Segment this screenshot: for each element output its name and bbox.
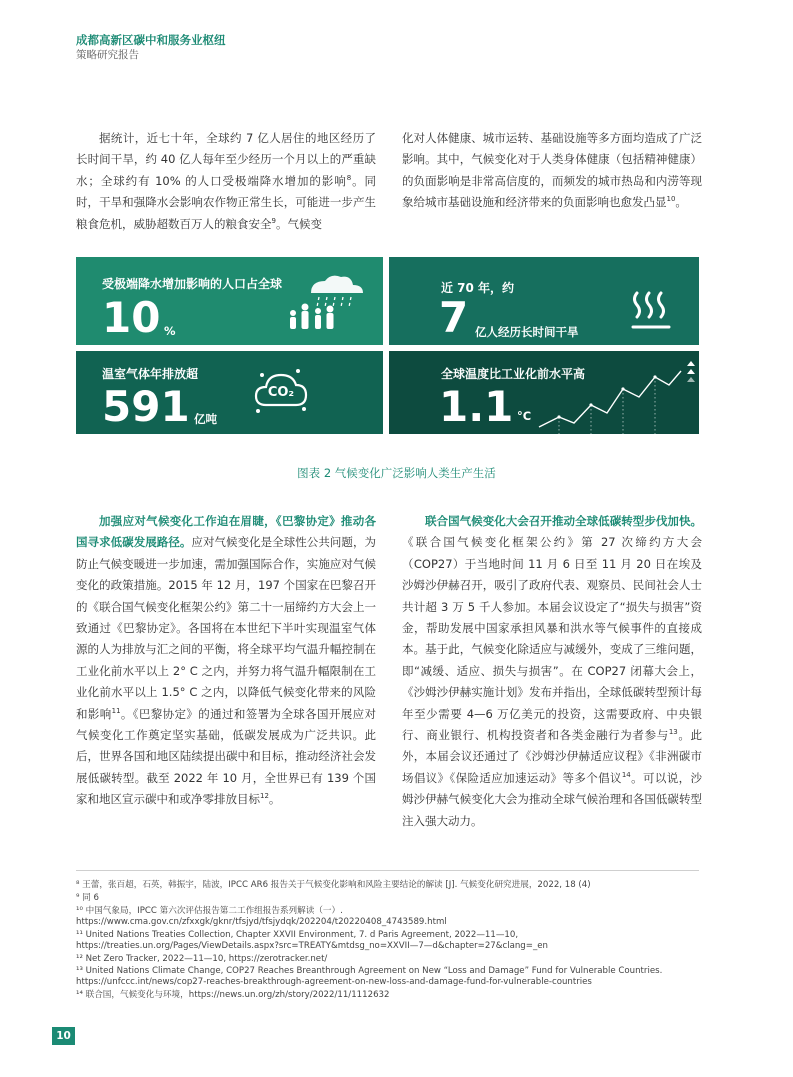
paragraph-lead: 联合国气候变化大会召开推动全球低碳转型步伐加快。	[425, 514, 702, 528]
cop27-paragraph: 联合国气候变化大会召开推动全球低碳转型步伐加快。《联合国气候变化框架公约》第 27 次缔约方大会（COP27）于当地时间 11 月 6 日至 11 月 20 日在埃及沙姆沙伊赫召开，吸引了政府代表、观察员、民间社会人士共计超 3 万 5 千人参加。本届会议设定了“损失与损害”资金，帮助发展中国家承担风暴和洪水等气候事件的直接成本。基于此，气候变化除适应与减缓外，变成了三维问题，即“减缓、适应、损失与损害”。在 COP27 闭幕大会上，《沙姆沙伊赫实施计划》发布并指出，全球低碳转型预计每年至少需要 4—6 万亿美元的投资，这需要政府、中央银行、商业银行、机构投资者和各类金融行为者参与$^{13}$。此外，本届会议还通过了《沙姆沙伊赫适应议程》《非洲碳市场倡议》《保险适应加速运动》等多个倡议$^{14}$。可以说，沙姆沙伊赫气候变化大会为推动全球气候治理和各国低碳转型注入强大动力。	[402, 514, 703, 828]
tile-unit: 亿吨	[194, 412, 217, 426]
tile-value: 591	[102, 382, 190, 431]
tile-label: 近 70 年，约	[441, 281, 515, 295]
footnote-8: ⁸ 王蕾，张百超，石英，韩振宇，陆波，IPCC AR6 报告关于气候变化影响和风险主要结论的解读 [J]. 气候变化研究进展，2022, 18 (4)	[76, 880, 591, 890]
tile-label: 受极端降水增加影响的人口占全球	[102, 277, 283, 291]
report-title: 成都高新区碳中和服务业枢纽	[76, 33, 226, 47]
tile-value: 7	[439, 293, 469, 342]
tile-drought	[389, 257, 699, 345]
tile-label: 温室气体年排放超	[102, 367, 199, 381]
rain-people-icon	[281, 271, 367, 337]
tile-extreme-rainfall	[76, 257, 383, 345]
figure-caption: 图表 2 气候变化广泛影响人类生产生活	[297, 466, 496, 480]
page-number: 10	[52, 1027, 75, 1045]
tile-unit: °C	[517, 409, 532, 423]
footnote-divider	[76, 870, 699, 871]
intro-left-column: 据统计，近七十年，全球约 7 亿人居住的地区经历了长时间干旱，约 40 亿人每年至少经历一个月以上的严重缺水；全球约有 10% 的人口受极端降水增加的影响$^8$。同时，干旱和强降水会影响农作物正常生长，可能进一步产生粮食危机，威胁超数百万人的粮食安全$^9$。气候变	[76, 131, 376, 231]
report-subtitle: 策略研究报告	[76, 49, 139, 61]
footnote-9: ⁹ 同 6	[76, 893, 99, 903]
tile-unit: %	[164, 324, 176, 338]
heat-waves-icon	[629, 287, 677, 335]
tile-value: 1.1	[439, 382, 514, 431]
tile-label: 全球温度比工业化前水平高	[441, 367, 586, 381]
paragraph-lead: 加强应对气候变化工作迫在眉睫，《巴黎协定》推动各国寻求低碳发展路径。	[76, 514, 376, 550]
co2-label: CO₂	[267, 385, 295, 400]
footnote-10: ¹⁰ 中国气象局，IPCC 第六次评估报告第二工作组报告系列解读（一）. https://www.cma.gov.cn/zfxxgk/gknr/tfsjyd/tfsjydqk/202204/t20220408_4743589.html	[76, 906, 447, 928]
tile-temperature	[389, 351, 699, 434]
footnote-12: ¹² Net Zero Tracker, 2022—11—10, https://zerotracker.net/	[76, 954, 328, 964]
tile-unit: 亿人经历长时间干旱	[475, 325, 579, 339]
footnote-11: ¹¹ United Nations Treaties Collection, Chapter XXVII Environment, 7. d Paris Agreement, 2022—11—10, https://treaties.un.org/Pages/ViewDetails.aspx?src=TREATY&mtdsg_no=XXVII—7—d&chapter=27&clang=_en	[76, 930, 548, 952]
temperature-line-icon	[519, 359, 699, 434]
tile-ghg-emissions	[76, 351, 383, 434]
footnote-14: ¹⁴ 联合国，气候变化与环境，https://news.un.org/zh/story/2022/11/1112632	[76, 990, 390, 1000]
co2-cloud-icon	[252, 365, 310, 419]
paris-agreement-paragraph: 加强应对气候变化工作迫在眉睫，《巴黎协定》推动各国寻求低碳发展路径。应对气候变化是全球性公共问题，为防止气候变暖进一步加速，需加强国际合作，实施应对气候变化的政策措施。2015 年 12 月，197 个国家在巴黎召开的《联合国气候变化框架公约》第二十一届缔约方大会上一致通过《巴黎协定》。各国将在本世纪下半叶实现温室气体源的人为排放与汇之间的平衡，将全球平均气温升幅控制在工业化前水平以上 2° C 之内，并努力将气温升幅限制在工业化前水平以上 1.5° C 之内，以降低气候变化带来的风险和影响$^{11}$。《巴黎协定》的通过和签署为全球各国开展应对气候变化工作奠定坚实基础，低碳发展成为广泛共识。此后，世界各国和地区陆续提出碳中和目标，推动经济社会发展低碳转型。截至 2022 年 10 月，全世界已有 139 个国家和地区宣示碳中和或净零排放目标$^{12}$。	[76, 514, 377, 807]
climate-impact-infographic	[76, 257, 699, 434]
intro-right-column: 化对人体健康、城市运转、基础设施等多方面均造成了广泛影响。其中，气候变化对于人类身体健康（包括精神健康）的负面影响是非常高信度的，而频发的城市热岛和内涝等现象给城市基础设施和经济带来的负面影响也愈发凸显$^{10}$。	[402, 131, 702, 210]
footnote-13: ¹³ United Nations Climate Change, COP27 Reaches Breanthrough Agreement on New “Loss and Damage” Fund for Vulnerable Countries. https://unfccc.int/news/cop27-reaches-breakthrough-agreement-on-new-loss-and-damage-fund-for-vulnerable-countries	[76, 966, 663, 988]
tile-value: 10	[102, 293, 161, 342]
